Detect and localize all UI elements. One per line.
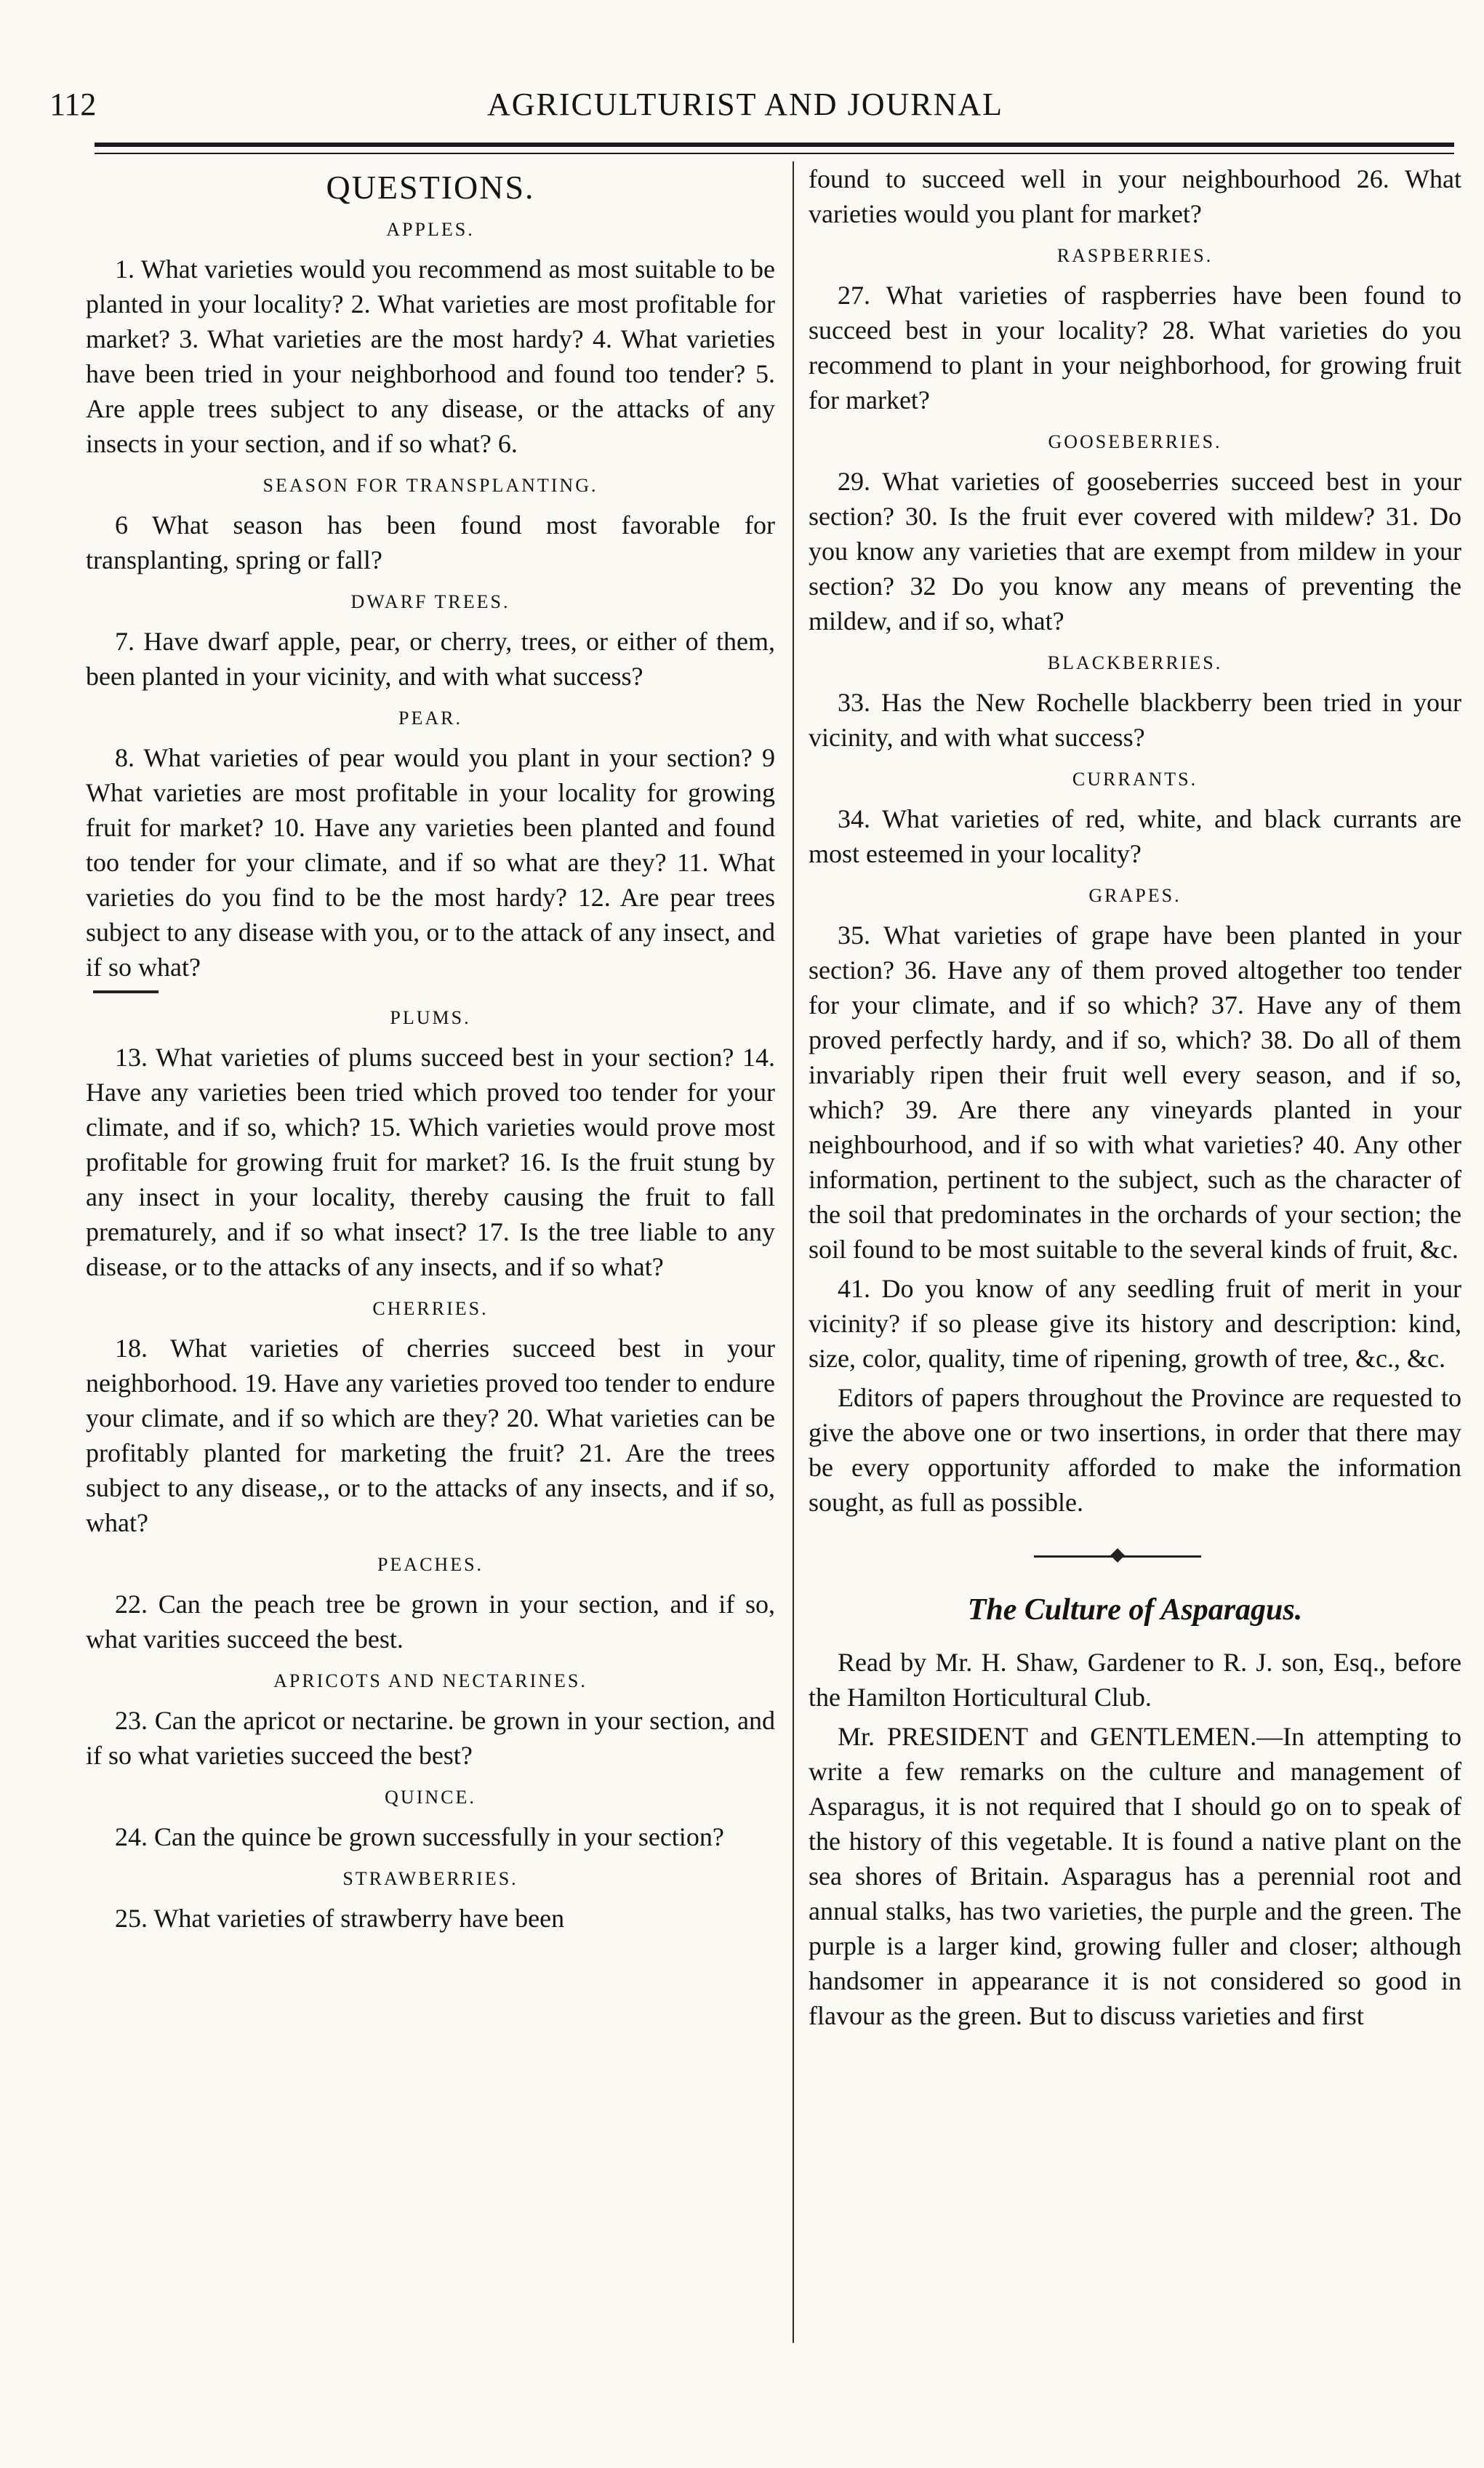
short-dash (93, 990, 159, 993)
column-divider (793, 161, 794, 2343)
paragraph-apples: 1. What varieties would you recommend as most suitable to be planted in your locality? 2. What varieties are most profitable for market? 3. What varieties are the most hardy? 4. What varieties have been tried in your neighborhood and found too tender? 5. Are apple trees subject to any disease, or the attacks of any insects in your section, and if so what? 6. (86, 255, 775, 458)
paragraph-plums: 13. What varieties of plums succeed best in your section? 14. Have any varieties been tried which proved too tender for your climate, and if so, which? 15. Which varieties would prove most profitable for growing fruit for market? 16. Is the fruit stung by any insect in your locality, thereby causing the fruit to fall prematurely, and if so what insect? 17. Is the tree liable to any disease, or to the attacks of any insects, and if so what? (86, 1043, 775, 1281)
paragraph-apricots: 23. Can the apricot or nectarine. be grown in your section, and if so what varieties succeed the best? (86, 1706, 775, 1770)
header-rule-thin (95, 153, 1454, 154)
heading-peaches: PEACHES. (377, 1554, 484, 1575)
heading-quince: QUINCE. (385, 1787, 476, 1808)
heading-apples: APPLES. (386, 219, 475, 240)
paragraph-strawberries-continued: found to succeed well in your neighbourhood 26. What varieties would you plant for market? (809, 164, 1461, 228)
paragraph-dwarf-trees: 7. Have dwarf apple, pear, or cherry, trees, or either of them, been planted in your vicinity, and with what success? (86, 627, 775, 691)
left-column (86, 161, 775, 2379)
article-body: Mr. PRESIDENT and GENTLEMEN.—In attempting to write a few remarks on the culture and management of Asparagus, it is not required that I should go on to speak of the history of this vegetable. It is found a native plant on the sea shores of Britain. Asparagus has a perennial root and annual stalks, has two varieties, the purple and the green. The purple is a larger kind, growing fuller and closer; although handsomer in appearance it is not considered so good in flavour as the green. But to discuss varieties and first (809, 1722, 1461, 2030)
right-column (809, 161, 1461, 2379)
paragraph-raspberries: 27. What varieties of raspberries have been found to succeed best in your locality? 28. What varieties do you recommend to plant in your neighborhood, for growing fruit for market? (809, 281, 1461, 414)
paragraph-quince: 24. Can the quince be grown successfully in your section? (115, 1822, 724, 1851)
heading-cherries: CHERRIES. (372, 1298, 489, 1319)
heading-blackberries: BLACKBERRIES. (1047, 652, 1223, 673)
heading-grapes: GRAPES. (1088, 885, 1182, 906)
article-title: The Culture of Asparagus. (967, 1593, 1303, 1627)
ornament-diamond (1110, 1548, 1125, 1563)
paragraph-blackberries: 33. Has the New Rochelle blackberry been tried in your vicinity, and with what success? (809, 688, 1461, 752)
paragraph-peaches: 22. Can the peach tree be grown in your section, and if so, what varities succeed the best. (86, 1590, 775, 1654)
article-byline: Read by Mr. H. Shaw, Gardener to R. J. son, Esq., before the Hamilton Horticultural Club. (809, 1648, 1461, 1712)
paragraph-currants: 34. What varieties of red, white, and black currants are most esteemed in your locality? (809, 804, 1461, 868)
paragraph-gooseberries: 29. What varieties of gooseberries succeed best in your section? 30. Is the fruit ever covered with mildew? 31. Do you know any varieties that are exempt from mildew in your section? 32 Do you know any means of preventing the mildew, and if so, what? (809, 467, 1461, 636)
heading-currants: CURRANTS. (1072, 769, 1198, 790)
header-rule-thick (95, 143, 1454, 147)
heading-pear: PEAR. (398, 708, 462, 729)
section-title: QUESTIONS. (326, 169, 535, 206)
heading-strawberries: STRAWBERRIES. (342, 1868, 518, 1889)
heading-dwarf-trees: DWARF TREES. (350, 591, 510, 612)
paragraph-question-41: 41. Do you know of any seedling fruit of merit in your vicinity? if so please give its history and description: kind, size, color, quality, time of ripening, growth of tree, &c., &c. (809, 1274, 1461, 1373)
heading-season: SEASON FOR TRANSPLANTING. (262, 475, 598, 496)
paragraph-grapes: 35. What varieties of grape have been planted in your section? 36. Have any of them proved altogether too tender for your climate, and if so which? 37. Have any of them proved perfectly hardy, and if so, which? 38. Do all of them invariably ripen their fruit well every season, and if so, which? 39. Are there any vineyards planted in your neighbourhood, and if so with what varieties? 40. Any other information, pertinent to the subject, such as the character of the soil that predominates in the orchards of your section; the soil found to be most suitable to the several kinds of fruit, &c. (809, 921, 1461, 1264)
page-number: 112 (49, 87, 97, 122)
running-head: AGRICULTURIST AND JOURNAL (486, 87, 1004, 122)
heading-gooseberries: GOOSEBERRIES. (1048, 431, 1222, 452)
paragraph-strawberries: 25. What varieties of strawberry have been (115, 1904, 565, 1933)
paragraph-cherries: 18. What varieties of cherries succeed best in your neighborhood. 19. Have any varieties proved too tender to endure your climate, and if so which are they? 20. What varieties can be profitably planted for marketing the fruit? 21. Are the trees subject to any disease,, or to the attacks of any insects, and if so, what? (86, 1334, 775, 1537)
heading-plums: PLUMS. (390, 1007, 471, 1028)
page-header (44, 86, 1447, 129)
paragraph-editors-note: Editors of papers throughout the Province are requested to give the above one or two insertions, in order that there may be every opportunity afforded to make the information sought, as full as possible. (809, 1383, 1461, 1517)
heading-apricots: APRICOTS AND NECTARINES. (273, 1670, 587, 1691)
section-ornament (809, 1542, 1461, 1571)
paragraph-season: 6 What season has been found most favorable for transplanting, spring or fall? (86, 510, 775, 574)
paragraph-pear: 8. What varieties of pear would you plant in your section? 9 What varieties are most profitable in your locality for growing fruit for market? 10. Have any varieties been planted and found too tender for your climate, and if so what are they? 11. What varieties do you find to be the most hardy? 12. Are pear trees subject to any disease with you, or to the attack of any insect, and if so what? (86, 743, 775, 982)
heading-raspberries: RASPBERRIES. (1056, 245, 1214, 266)
